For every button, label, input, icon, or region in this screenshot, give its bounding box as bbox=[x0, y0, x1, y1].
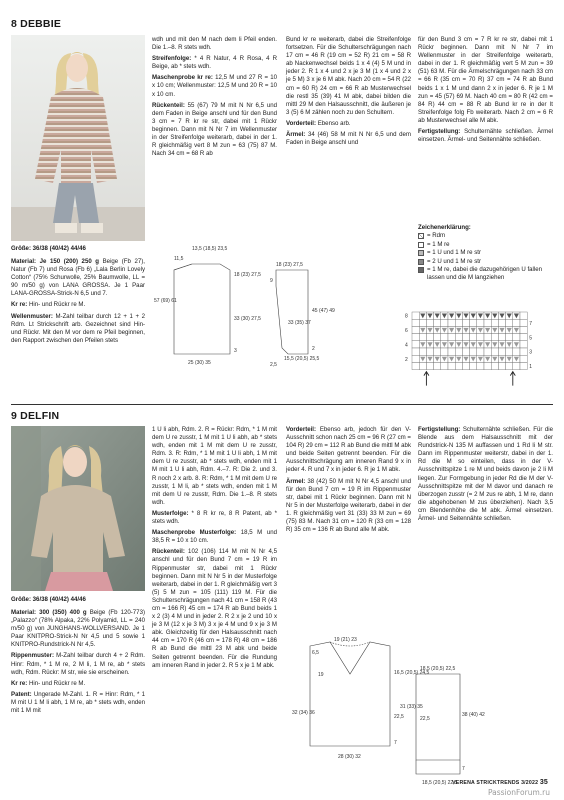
paragraph: Bund kr re weiterarb, dabei die Streifenfolge fortsetzen. Für die Schulterschrägungen nach 17 cm = 46 R (19 cm = 52 R) 21 cm = 58 R ab Nackenwechsel beids 1 x 4 (4) 5 M und in jeder 2. R 1 x 4 und 2 x je 3 M (1 x 4 und 2 x je 5 M) 3 x je 6 M abk. Nach 20 cm = 54 R (22 cm = 60 R) 24 cm = 66 R ab Musterwechsel die restl 35 (39) 41 M abk, dabei bilden die mittl 29 M den Halsausschnitt, die äußeren je 3 (5) 6 M zählen noch zu den Schultern. bbox=[286, 36, 411, 116]
dim-top-width: 13,5 (18,5) 23,5 bbox=[192, 246, 228, 252]
dim-body: 33 (30) 27,5 bbox=[234, 316, 261, 322]
delfin-column-3 bbox=[286, 426, 411, 537]
chart-cell bbox=[441, 362, 448, 369]
stitch-chart bbox=[404, 308, 554, 393]
chart-cell bbox=[441, 348, 448, 355]
chart-cell bbox=[412, 355, 419, 362]
chart-cell bbox=[498, 334, 505, 341]
chart-cell bbox=[484, 362, 491, 369]
paragraph: Ärmel: 38 (42) 50 M mit N Nr 4,5 anschl und für den Bund 7 cm = 19 R im Rippenmuster str, dabei mit 1 Rückr beginnen. Dann mit N Nr 5 in der Musterfolge weiterarb, dabei in der 1. R gleichmäßig vert 31 (33) 33 M zun = 69 (75) 83 M. Nach 31 cm = 120 R (33 cm = 128 R) 35 cm = 136 R ab Bund alle M abk. bbox=[286, 477, 411, 534]
dim-sleeve-cuff: 7 bbox=[462, 766, 465, 772]
dim-armhole: 18 (23) 27,5 bbox=[234, 272, 261, 278]
dim-v-depth: 19 bbox=[318, 672, 324, 678]
symbol-legend bbox=[418, 224, 553, 283]
paragraph: 1 U li abh, Rdm. 2. R = Rückr: Rdm, * 1 M mit dem U re zusstr, 1 M mit 1 U li abh, ab * stets wdh, enden mit 1 M mit dem U re zusstr, Rdm. 3. R: Rdm, * 1 M mit 1 U li abh, 1 M mit dem U re zusstr, ab * stets wdh, enden mit 1 M mit 1 U li abh, Rdm. 4.–7. R: Die 2. und 3. R noch 2 x arb. 8. R: Rdm, * 1 M mit dem U re zusstr, 1 M li, ab * stets wdh, enden mit 1 M mit dem U re zusstr, Rdm. Die 1.–8. R stets wdh. bbox=[152, 426, 277, 506]
dim-armhole: 16,5 (20,5) 24,5 bbox=[394, 670, 430, 676]
chart-cell bbox=[426, 319, 433, 326]
watermark: PassionForum.ru bbox=[487, 788, 550, 797]
chart-cell bbox=[426, 348, 433, 355]
repeat-arrow-icon bbox=[424, 372, 429, 386]
dim-sleeve-len: 33 (35) 37 bbox=[288, 320, 311, 326]
chart-cell bbox=[491, 334, 498, 341]
chart-cell bbox=[477, 319, 484, 326]
paragraph: Maschenprobe Musterfolge: 18,5 M und 38,5 R = 10 x 10 cm. bbox=[152, 529, 277, 545]
dim-sleeve-body: 31 (33) 35 bbox=[400, 704, 423, 710]
paragraph: Patent: Ungerade M-Zahl. 1. R = Hinr: Rdm, * 1 M mit U 1 M li abh, 1 M re, ab * stets wdh, enden mit 1 M mit bbox=[11, 690, 145, 715]
chart-cell bbox=[470, 334, 477, 341]
chart-cell bbox=[470, 348, 477, 355]
debbie-sleeve-schematic bbox=[268, 232, 343, 367]
chart-cell bbox=[520, 355, 527, 362]
chart-row-label: 6 bbox=[405, 328, 408, 335]
chart-row-label: 8 bbox=[405, 313, 408, 320]
section-title-delfin: 9 DELFIN bbox=[11, 410, 60, 422]
photo-debbie bbox=[11, 35, 145, 241]
chart-cell bbox=[477, 334, 484, 341]
debbie-column-1 bbox=[11, 258, 145, 348]
chart-cell bbox=[412, 362, 419, 369]
paragraph: Rückenteil: 102 (106) 114 M mit N Nr 4,5 anschl und für den Bund 7 cm = 19 R im Rippenmuster str, dabei mit 1 Rückr beginnen. Dann mit N Nr 5 in der Musterfolge weiterarb, dabei in der 1. R gleichmäßig vert 3 (5) 5 M zun = 105 (111) 119 M. Für die Schulterschrägungen nach 41 cm = 158 R (43 cm = 166 R) 45 cm = 174 R ab Bund beids 1 x 2 (3) 4 M und in jeder 2. R 2 x je 2 und 10 x je 3 M (12 x je 3 M) 3 x je 4 M und 9 x je 3 M abk. Gleichzeitig für den Halsausschnitt nach 44 cm = 170 R (46 cm = 178 R) 48 cm = 186 R ab Bund die mittl 23 M abk und beide Seiten getrennt beenden. Für die Rundung am inneren Rand in jeder 2. R 5 x je 1 M abk. bbox=[152, 548, 277, 669]
chart-cell bbox=[513, 348, 520, 355]
paragraph: Musterfolge: * 8 R kr re, 8 R Patent, ab * stets wdh. bbox=[152, 509, 277, 526]
paragraph: Ärmel: 34 (46) 58 M mit N Nr 6,5 und dem Faden in Beige anschl und bbox=[286, 131, 411, 147]
dim-body: 22,5 bbox=[394, 714, 404, 720]
page-number: 35 bbox=[539, 779, 548, 786]
chart-cell bbox=[506, 319, 513, 326]
chart-cell bbox=[419, 334, 426, 341]
paragraph: Kr re: Hin- und Rückr re M. bbox=[11, 301, 86, 309]
chart-cell bbox=[520, 312, 527, 319]
dim-shoulder: 6,5 bbox=[312, 650, 319, 656]
dim-sleeve-body2: 22,5 bbox=[420, 716, 430, 722]
chart-cell bbox=[426, 334, 433, 341]
paragraph: Rückenteil: 55 (67) 79 M mit N Nr 6,5 und dem Faden in Beige anschl und für den Bund 3 cm = 7 R kr re str, dabei mit 1 Rückr beginnen. Dann mit N Nr 7 im Wellenmuster in der Streifenfolge weiterarb, dabei in der 1. R gleichmäßig vert 8 M zun = 63 (75) 87 M. Nach 34 cm = 68 R ab bbox=[152, 101, 277, 158]
chart-cell bbox=[426, 362, 433, 369]
legend-item: = 1 M re, dabei die dazugehörigen U fallen lassen und die M langziehen bbox=[418, 266, 553, 283]
delfin-column-2 bbox=[152, 426, 277, 673]
chart-cell bbox=[484, 334, 491, 341]
dim-sleeve-cuff: 2 bbox=[312, 346, 315, 352]
dim-side-total: 32 (34) 36 bbox=[292, 710, 315, 716]
chart-cell bbox=[448, 362, 455, 369]
chart-cell bbox=[455, 319, 462, 326]
chart-cell bbox=[506, 334, 513, 341]
dim-sleeve-bottom: 18,5 (20,5) 22,5 bbox=[422, 780, 458, 786]
chart-cell bbox=[491, 348, 498, 355]
paragraph: Kr re: Hin- und Rückr re M. bbox=[11, 679, 86, 687]
paragraph: Material: 300 (350) 400 g Beige (Fb 120-773) „Palazzo“ (78% Alpaka, 22% Polyamid, LL = 240 m/50 g) von JUNGHANS-WOLLVERSAND. Je 1 Paar KNITPRO-Strick-N Nr 4,5 und 5 sowie 1 KNITPRO-Rundstrick-N Nr 4,5. bbox=[11, 609, 145, 649]
paragraph: Wellenmuster: M-Zahl teilbar durch 12 + 1 + 2 Rdm. Lt Strickschrift arb. Gezeichnet sind Hin- und Rückr. Mit den M vor dem re Pfeil beginnen, den Rapport zwischen den Pfeilen stets bbox=[11, 312, 145, 344]
paragraph: Vorderteil: Ebenso arb, jedoch für den V-Ausschnitt schon nach 25 cm = 96 R (27 cm = 104 R) 29 cm = 112 R ab Bund die mittl M abk und beide Seiten getrennt beenden. Für die Ausschnittschrägung am inneren Rand 9 x in jeder 4. R und 7 x in jeder 6. R je 1 M abk. bbox=[286, 426, 411, 474]
paragraph: wdh und mit den M nach dem li Pfeil enden. Die 1.–8. R stets wdh. bbox=[152, 36, 277, 52]
chart-row-label: 1 bbox=[529, 364, 532, 371]
yarn-over-2-icon bbox=[418, 259, 424, 265]
chart-cell bbox=[455, 362, 462, 369]
chart-cell bbox=[434, 319, 441, 326]
legend-item: = 1 M re bbox=[418, 241, 553, 249]
chart-row-label: 7 bbox=[529, 320, 532, 327]
chart-cell bbox=[462, 362, 469, 369]
chart-cell bbox=[441, 319, 448, 326]
dim-neck: 19 (21) 23 bbox=[334, 637, 357, 643]
legend-title: Zeichenerklärung: bbox=[418, 224, 471, 231]
chart-cell bbox=[441, 334, 448, 341]
chart-cell bbox=[520, 348, 527, 355]
chart-cell bbox=[520, 362, 527, 369]
size-debbie: Größe: 36/38 (40/42) 44/46 bbox=[11, 245, 86, 252]
chart-cell bbox=[477, 362, 484, 369]
repeat-arrow-icon bbox=[510, 372, 515, 386]
chart-cell bbox=[470, 362, 477, 369]
chart-cell bbox=[455, 348, 462, 355]
chart-cell bbox=[412, 319, 419, 326]
dim-side-total: 57 (69) 61 bbox=[154, 298, 177, 304]
drop-stitch-icon bbox=[418, 267, 424, 273]
chart-cell bbox=[520, 326, 527, 333]
chart-cell bbox=[419, 319, 426, 326]
chart-cell bbox=[462, 319, 469, 326]
paragraph: für den Bund 3 cm = 7 R kr re str, dabei mit 1 Rückr beginnen. Dann mit N Nr 7 im Wellenmuster in der Streifenfolge weiterarb, dabei in der 1. R gleichmäßig vert 5 M zun = 39 (51) 63 M. Für die Ärmelschrägungen nach 33 cm = 66 R (35 cm = 70 R) 37 cm = 74 R ab Bund beids 1 x 1 M und dann 2 x in jeder 6. R je 1 M zun = 45 (57) 69 M. Nach 40 cm = 80 R (42 cm = 84 R) 44 cm = 88 R ab Bund kr re in der lt Streifenfolge folg Fb weiterarb. Nach 2 cm = 6 R ab Musterwechsel alle M abk. bbox=[418, 36, 553, 124]
chart-cell bbox=[520, 319, 527, 326]
chart-cell bbox=[491, 362, 498, 369]
chart-cell bbox=[412, 326, 419, 333]
chart-cell bbox=[498, 348, 505, 355]
footer: VERENA STRICKTRENDS 3/2022 35 bbox=[452, 779, 548, 786]
dim-sleeve-top: 18,5 (20,5) 22,5 bbox=[420, 666, 456, 672]
chart-cell bbox=[412, 341, 419, 348]
chart-cell bbox=[498, 319, 505, 326]
photo-delfin bbox=[11, 426, 145, 591]
chart-cell bbox=[434, 348, 441, 355]
chart-cell bbox=[419, 348, 426, 355]
section-divider bbox=[11, 404, 553, 405]
yarn-over-1-icon bbox=[418, 250, 424, 256]
debbie-column-2 bbox=[152, 36, 277, 161]
dim-hem: 3 bbox=[234, 348, 237, 354]
chart-row-label: 5 bbox=[529, 335, 532, 342]
dim-sleeve-total: 38 (40) 42 bbox=[462, 712, 485, 718]
chart-cell bbox=[462, 334, 469, 341]
chart-cell bbox=[455, 334, 462, 341]
paragraph: Fertigstellung: Schulternähte schließen. Ärmel einsetzen. Ärmel- und Seitennähte schließen. bbox=[418, 128, 553, 144]
paragraph: Fertigstellung: Schulternähte schließen. Für die Blende aus dem Halsausschnitt mit der Rundstrick-N 135 M auffassen und 1 Rd li M str. Dann im Rippenmuster weiterstr, dabei in der 1. Rd die M so einteilen, dass in der V-Ausschnittspitze 1 re M und beids davon je 2 li M liegen. Zur Formgebung in jeder Rd die M der V-Ausschnittspitze mit der M davor und danach re überzogen zusstr (= 2 M zus re abh, 1 M re, dann die abgehobenen M zus überziehen). Nach 3,5 cm Blendenhöhe die M abk. Ärmel einsetzen. Ärmel- und Seitennähte schließen. bbox=[418, 426, 553, 523]
chart-row-label: 2 bbox=[405, 356, 408, 363]
edge-stitch-icon bbox=[418, 233, 424, 239]
legend-item: = 1 U und 1 M re str bbox=[418, 249, 553, 257]
chart-cell bbox=[520, 341, 527, 348]
knit-stitch-icon bbox=[418, 242, 424, 248]
chart-cell bbox=[412, 348, 419, 355]
chart-cell bbox=[520, 334, 527, 341]
dim-width: 28 (30) 32 bbox=[338, 754, 361, 760]
chart-row-label: 4 bbox=[405, 342, 408, 349]
paragraph: Maschenprobe kr re: 12,5 M und 27 R = 10 x 10 cm; Wellenmuster: 12,5 M und 20 R = 10 x 10 cm. bbox=[152, 74, 277, 98]
section-title-debbie: 8 DEBBIE bbox=[11, 18, 62, 30]
chart-row-label: 3 bbox=[529, 349, 532, 356]
chart-cell bbox=[412, 312, 419, 319]
chart-cell bbox=[484, 348, 491, 355]
chart-cell bbox=[470, 319, 477, 326]
delfin-sleeve-schematic bbox=[398, 660, 485, 790]
chart-cell bbox=[412, 334, 419, 341]
chart-cell bbox=[434, 362, 441, 369]
delfin-column-1 bbox=[11, 609, 145, 718]
chart-cell bbox=[491, 319, 498, 326]
dim-hem: 7 bbox=[394, 740, 397, 746]
paragraph: Rippenmuster: M-Zahl teilbar durch 4 + 2 Rdm. Hinr: Rdm, * 1 M re, 2 M li, 1 M re, ab * stets wdh, Rdm. Rückr: M str, wie sie erscheinen. bbox=[11, 652, 145, 676]
paragraph: Material: Je 150 (200) 250 g Beige (Fb 27), Natur (Fb 7) und Rosa (Fb 6) „Lala Berlin Lovely Cotton“ (75% Schurwolle, 25% Baumwolle, LL = 90 m/50 g) von LANA GROSSA. Je 1 Paar LANA-GROSSA-Strick-N 6,5 und 7. bbox=[11, 258, 145, 298]
chart-cell bbox=[448, 348, 455, 355]
chart-cell bbox=[498, 362, 505, 369]
chart-cell bbox=[477, 348, 484, 355]
chart-cell bbox=[434, 334, 441, 341]
chart-cell bbox=[448, 334, 455, 341]
legend-item: = Rdm bbox=[418, 232, 553, 240]
legend-item: = 2 U und 1 M re str bbox=[418, 258, 553, 266]
dim-sleeve-edge: 2,5 bbox=[270, 362, 277, 368]
chart-cell bbox=[513, 319, 520, 326]
chart-cell bbox=[448, 319, 455, 326]
chart-cell bbox=[513, 362, 520, 369]
chart-cell bbox=[506, 362, 513, 369]
dim-sleeve-bottom: 15,5 (20,5) 25,5 bbox=[284, 356, 320, 362]
dim-body-width: 25 (30) 35 bbox=[188, 360, 211, 366]
chart-cell bbox=[419, 362, 426, 369]
dim-sleeve-total: 45 (47) 49 bbox=[312, 308, 335, 314]
dim-sleeve-cap: 9 bbox=[270, 278, 273, 284]
dim-sleeve-top: 18 (23) 27,5 bbox=[276, 262, 303, 268]
chart-cell bbox=[506, 348, 513, 355]
debbie-body-schematic bbox=[152, 232, 277, 367]
chart-cell bbox=[484, 319, 491, 326]
paragraph: Streifenfolge: * 4 R Natur, 4 R Rosa, 4 R Beige, ab * stets wdh. bbox=[152, 55, 277, 71]
debbie-column-3 bbox=[286, 36, 411, 150]
chart-cell bbox=[462, 348, 469, 355]
size-delfin: Größe: 36/38 (40/42) 44/46 bbox=[11, 596, 86, 603]
chart-cell bbox=[513, 334, 520, 341]
paragraph: Vorderteil: Ebenso arb. bbox=[286, 119, 351, 127]
debbie-column-4 bbox=[418, 36, 553, 147]
delfin-column-4 bbox=[418, 426, 553, 526]
dim-shoulder: 11,5 bbox=[174, 256, 184, 262]
